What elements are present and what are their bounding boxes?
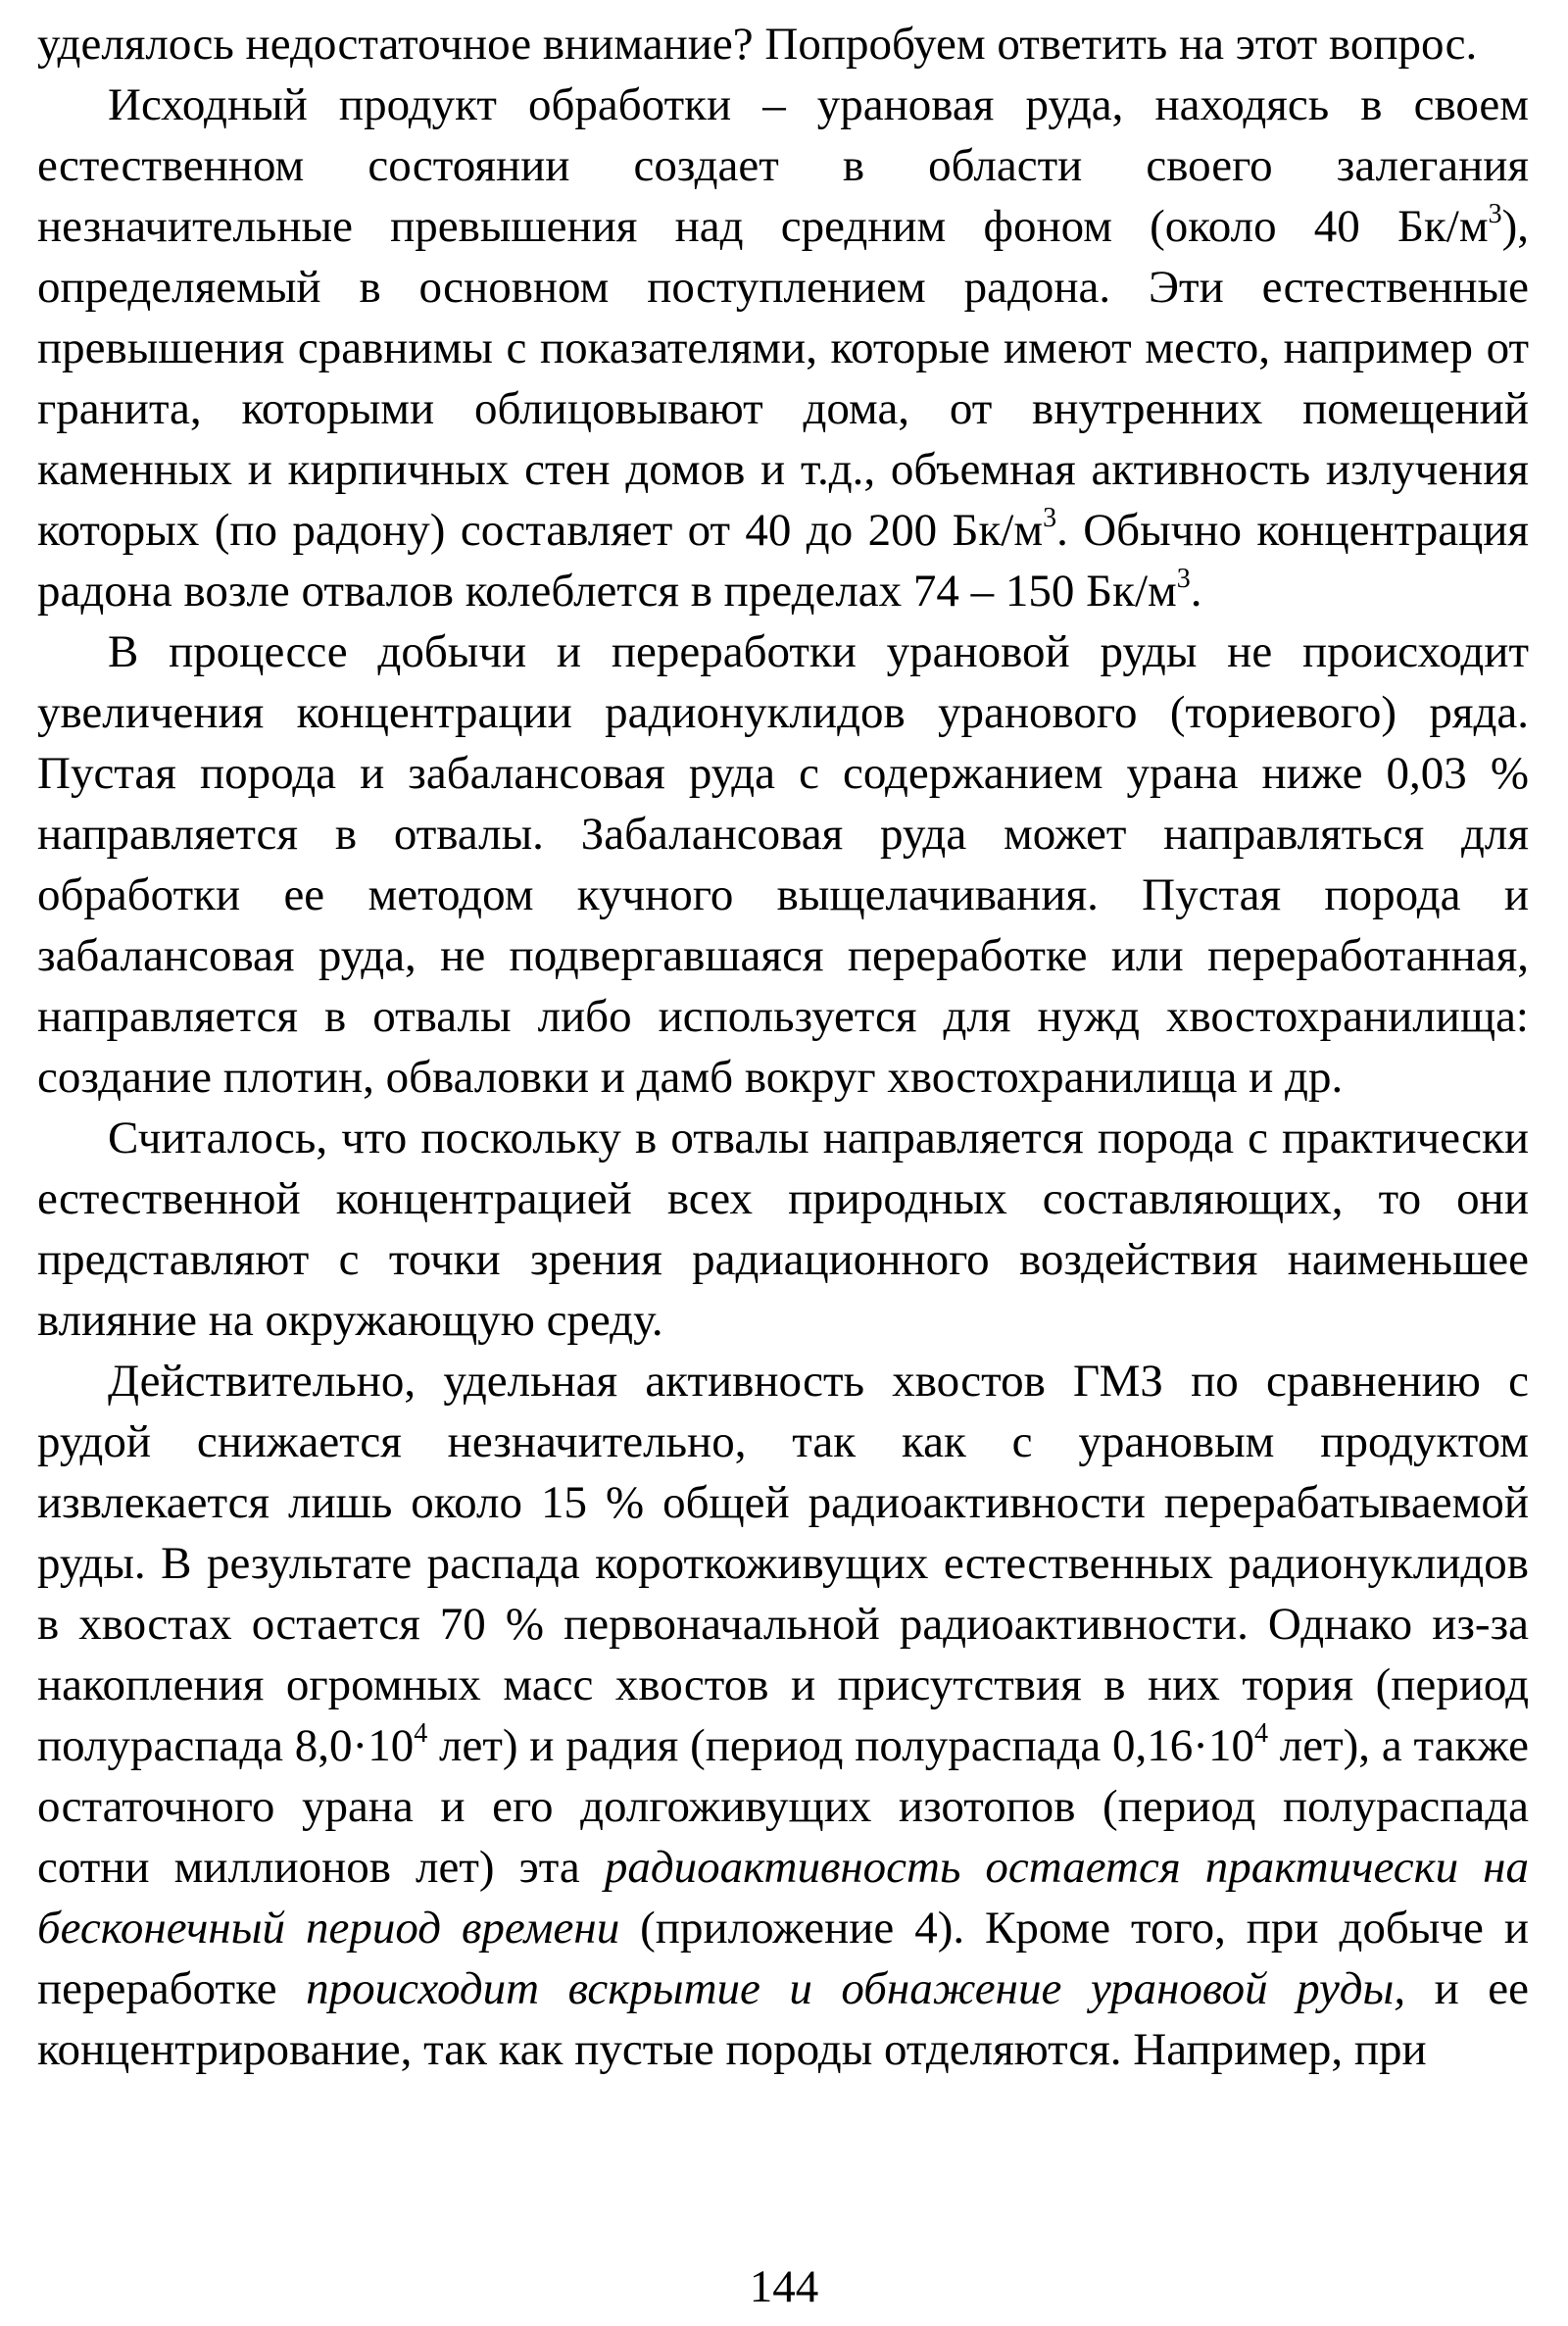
text-run: лет) и радия (период полураспада 0,16·10 xyxy=(427,1720,1254,1771)
text-run: Считалось, что поскольку в отвалы направляется порода с практически естественной концентрацией всех природных составляющих, то они представляют с точки зрения радиационного воздействия наименьшее влияние на окружающую среду. xyxy=(37,1113,1529,1346)
text-run: лет), а также остаточного урана и его долгоживущих изотопов (период полураспада сотни миллионов лет) эта xyxy=(37,1720,1529,1893)
paragraph-continuation xyxy=(37,14,1529,74)
text-run: (приложение 4). Кроме того, при добыче и переработке xyxy=(37,1903,1529,2014)
text-run: Действительно, удельная активность хвостов ГМЗ по сравнению с рудой снижается незначительно, так как с урановым продуктом извлекается лишь около 15 % общей радиоактивности перерабатываемой руды. В результате распада короткоживущих естественных радионуклидов в хвостах остается 70 % первоначальной радиоактивности. Однако из-за накопления огромных масс хвостов и присутствия в них тория (период полураспада 8,0·10 xyxy=(37,1356,1529,1771)
paragraph-uranium-ore xyxy=(37,74,1529,621)
paragraph-tailings-activity xyxy=(37,1351,1529,2080)
text-run: уделялось недостаточное внимание? Попробуем ответить на этот вопрос. xyxy=(37,19,1478,70)
text-run: Исходный продукт обработки – урановая руда, находясь в своем естественном состоянии создает в области своего залегания незначительные превышения над средним фоном (около 40 Бк/м xyxy=(37,79,1529,252)
superscript: 3 xyxy=(1488,199,1502,229)
paragraph-dumps xyxy=(37,1108,1529,1351)
paragraph-mining-process xyxy=(37,621,1529,1108)
text-run: . Обычно концентрация радона возле отвалов колеблется в пределах 74 – 150 Бк/м xyxy=(37,505,1530,617)
text-run: В процессе добычи и переработки урановой руды не происходит увеличения концентрации радионуклидов уранового (ториевого) ряда. Пустая порода и забалансовая руда с содержанием урана ниже 0,03 % направляется в отвалы. Забалансовая руда может направляться для обработки ее методом кучного выщелачивания. Пустая порода и забалансовая руда, не подвергавшаяся переработке или переработанная, направляется в отвалы либо используется для нужд хвостохранилища: создание плотин, обваловки и дамб вокруг хвостохранилища и др. xyxy=(37,626,1529,1103)
superscript: 3 xyxy=(1043,503,1057,533)
text-run: ), определяемый в основном поступлением радона. Эти естественные превышения сравнимы с показателями, которые имеют место, например от гранита, которыми облицовывают дома, от внутренних помещений каменных и кирпичных стен домов и т.д., объемная активность излучения которых (по радону) составляет от 40 до 200 Бк/м xyxy=(37,201,1529,556)
superscript: 3 xyxy=(1176,564,1191,594)
superscript: 4 xyxy=(1253,1718,1268,1749)
text-run: . xyxy=(1190,566,1202,617)
superscript: 4 xyxy=(414,1718,428,1749)
text-run: и ее концентрирование, так как пустые породы отделяются. Например, при xyxy=(37,1963,1530,2075)
page-number: 144 xyxy=(749,2261,819,2312)
italic-emphasis: происходит вскрытие и обнажение урановой руды, xyxy=(306,1963,1406,2014)
italic-emphasis: радиоактивность остается практически на бесконечный период времени xyxy=(37,1842,1529,1954)
page-body xyxy=(37,14,1529,2080)
